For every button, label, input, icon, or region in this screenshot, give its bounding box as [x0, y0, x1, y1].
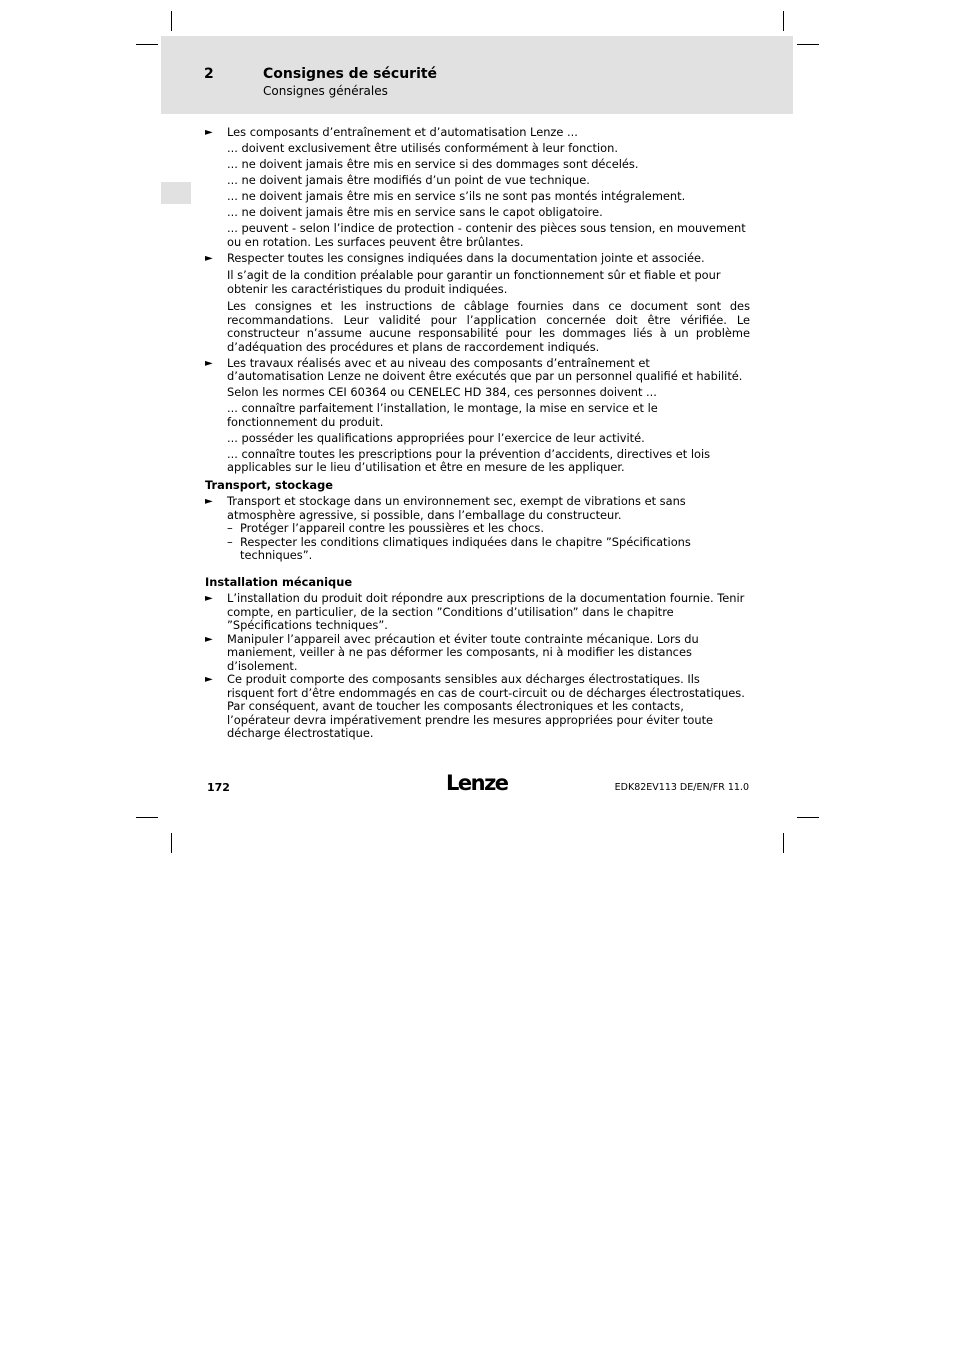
bullet-item — [205, 126, 750, 140]
sub-item: ... ne doivent jamais être mis en service s’ils ne sont pas montés intégralement. — [227, 189, 686, 203]
crop-mark — [783, 11, 784, 31]
lenze-logo: Lenze — [446, 771, 508, 795]
section-title: Consignes générales — [263, 84, 388, 98]
bullet-arrow-icon: ► — [205, 674, 213, 685]
page-number: 172 — [207, 781, 230, 794]
chapter-title: Consignes de sécurité — [263, 66, 438, 82]
bullet-arrow-icon: ► — [205, 252, 213, 264]
bullet-item — [205, 495, 750, 522]
bullet-arrow-icon: ► — [205, 127, 213, 138]
section-heading: Transport, stockage — [205, 477, 333, 492]
bullet-arrow-icon: ► — [205, 593, 213, 604]
bullet-item — [205, 357, 750, 384]
bullet-arrow-icon: ► — [205, 496, 213, 507]
dash-icon: – — [227, 521, 233, 535]
bullet-text: Respecter toutes les consignes indiquées dans la documentation jointe et associée. — [227, 250, 705, 265]
dash-icon: – — [227, 534, 233, 549]
sub-item: ... ne doivent jamais être modifiés d’un point de vue technique. — [227, 173, 590, 187]
bullet-text: Les travaux réalisés avec et au niveau des composants d’entraînement et d’automatisation Lenze ne doivent être exécutés que par un personnel qualifié et habilité. — [227, 355, 743, 383]
dash-text: Respecter les conditions climatiques indiquées dans le chapitre ”Spécifications techniques”. — [240, 534, 691, 562]
chapter-tab-marker — [161, 182, 191, 204]
sub-item: ... peuvent - selon l’indice de protection - contenir des pièces sous tension, en mouvement ou en rotation. Les surfaces peuvent être brûlantes. — [227, 221, 746, 249]
bullet-item — [205, 252, 750, 266]
sub-item: ... ne doivent jamais être mis en service sans le capot obligatoire. — [227, 205, 603, 219]
crop-mark — [783, 833, 784, 853]
sub-item: ... connaître parfaitement l’installation, le montage, la mise en service et le fonctionnement du produit. — [227, 401, 658, 429]
paragraph: Il s’agit de la condition préalable pour garantir un fonctionnement sûr et fiable et pour obtenir les caractéristiques du produit indiquées. — [227, 268, 721, 296]
bullet-item — [205, 592, 750, 633]
bullet-arrow-icon: ► — [205, 357, 213, 369]
crop-mark — [171, 11, 172, 31]
bullet-item — [205, 673, 750, 741]
bullet-text: Manipuler l’appareil avec précaution et éviter toute contrainte mécanique. Lors du maniement, veiller à ne pas déformer les composants, ni à modifier les distances d’isolement. — [227, 631, 699, 673]
sub-item: ... doivent exclusivement être utilisés conformément à leur fonction. — [227, 141, 618, 155]
chapter-number: 2 — [204, 66, 214, 82]
bullet-arrow-icon: ► — [205, 633, 213, 645]
crop-mark — [797, 44, 819, 45]
sub-item: ... posséder les qualifications appropriées pour l’exercice de leur activité. — [227, 430, 645, 445]
sub-item: ... ne doivent jamais être mis en service si des dommages sont décelés. — [227, 157, 639, 171]
document-reference: EDK82EV113 DE/EN/FR 11.0 — [614, 782, 749, 793]
crop-mark — [171, 833, 172, 853]
dash-text: Protéger l’appareil contre les poussières et les chocs. — [240, 521, 544, 535]
page-content — [205, 126, 750, 741]
bullet-item — [205, 633, 750, 674]
bullet-text: Les composants d’entraînement et d’automatisation Lenze ... — [227, 125, 578, 139]
section-heading: Installation mécanique — [205, 574, 353, 589]
dash-item — [205, 536, 750, 563]
bullet-text: L’installation du produit doit répondre aux prescriptions de la documentation fournie. Tenir compte, en particulier, de la section ”Conditions d’utilisation” dans le chapitre ”Spécifications techniques”. — [227, 591, 745, 632]
dash-item — [205, 522, 750, 536]
bullet-text: Transport et stockage dans un environnement sec, exempt de vibrations et sans atmosphère agressive, si possible, dans l’emballage du constructeur. — [227, 494, 686, 522]
crop-mark — [136, 817, 158, 818]
sub-item: ... connaître toutes les prescriptions pour la prévention d’accidents, directives et lois applicables sur le lieu d’utilisation et être en mesure de les appliquer. — [227, 446, 711, 474]
chapter-header — [161, 36, 793, 114]
crop-mark — [136, 44, 158, 45]
crop-mark — [797, 817, 819, 818]
paragraph: Les consignes et les instructions de câblage fournies dans ce document sont des recommandations. Leur validité pour l’application concernée doit être vérifiée. Le constructeur n’assume aucune responsabilité pour les dommages liés à un problème d’adéquation des procédures et plans de raccordement indiqués. — [227, 299, 750, 354]
paragraph: Selon les normes CEI 60364 ou CENELEC HD 384, ces personnes doivent ... — [227, 385, 657, 399]
bullet-text: Ce produit comporte des composants sensibles aux décharges électrostatiques. Ils risquent fort d’être endommagés en cas de court-circuit ou de décharges électrostatiques. Par conséquent, avant de toucher les composants électroniques et les contacts, l’opérateur devra impérativement prendre les mesures appropriées pour éviter toute décharge électrostatique. — [227, 672, 745, 740]
